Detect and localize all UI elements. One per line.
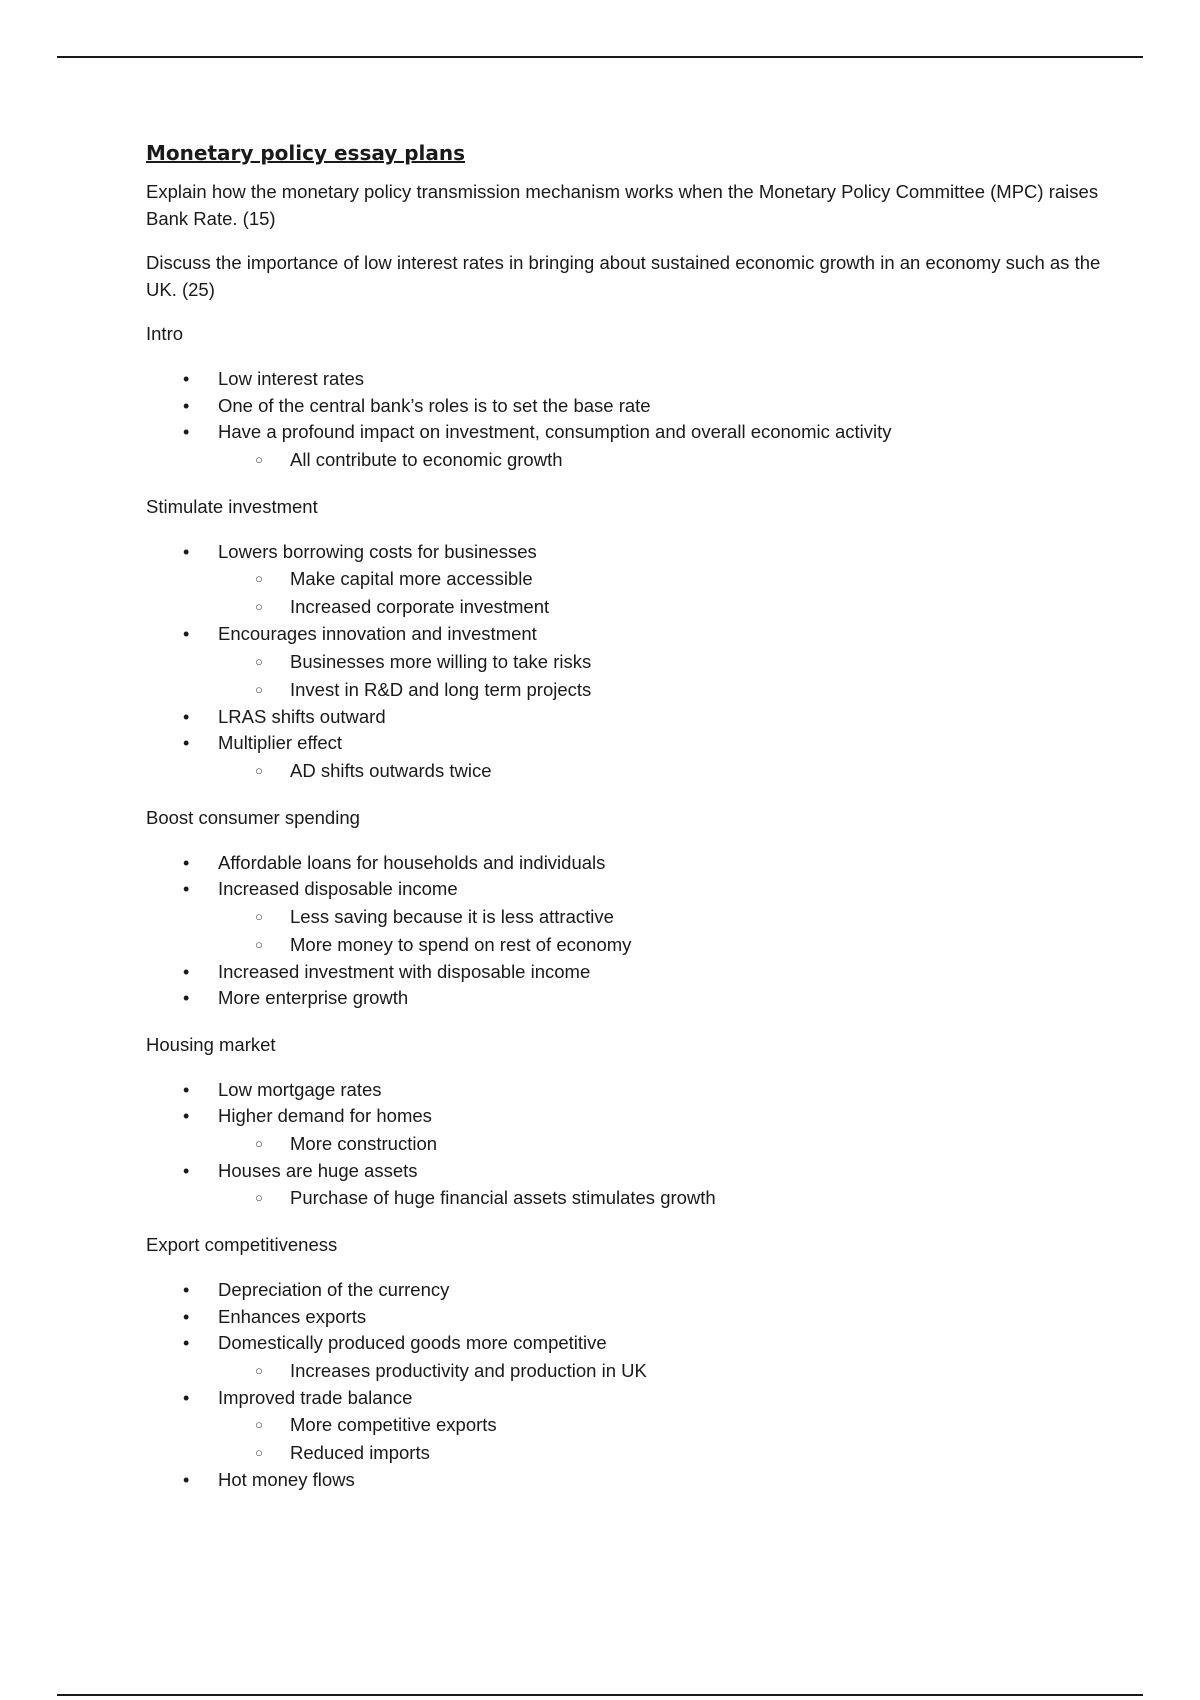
list-item-text: Depreciation of the currency [218, 1279, 450, 1300]
section-heading: Boost consumer spending [146, 806, 360, 828]
bullet-list [146, 1077, 1106, 1213]
bullet-icon: • [183, 1387, 190, 1408]
list-item [146, 1385, 1106, 1468]
footer-rule [57, 1694, 1143, 1696]
circle-bullet-icon: ○ [255, 1190, 263, 1205]
list-item-text: LRAS shifts outward [218, 705, 386, 727]
list-item [146, 1467, 1106, 1494]
essay-plan-sections [146, 320, 1106, 1494]
list-item-text: Lowers borrowing costs for businesses [218, 540, 537, 562]
circle-bullet-icon: ○ [255, 762, 263, 778]
bullet-icon: • [183, 1280, 190, 1300]
list-item-text: Houses are huge assets [218, 1159, 418, 1181]
bullet-icon: • [183, 1160, 190, 1181]
bullet-icon: • [183, 369, 190, 389]
sub-list-item-text: More money to spend on rest of economy [290, 933, 632, 955]
sub-list [218, 1357, 1106, 1385]
bullet-list [146, 539, 1106, 785]
sub-list-item [218, 757, 1106, 785]
list-item-text: Multiplier effect [218, 732, 343, 753]
bullet-icon: • [183, 879, 190, 899]
list-item [146, 393, 1106, 420]
sub-list-item [218, 1439, 1106, 1467]
list-item-text: Domestically produced goods more competitive [218, 1332, 607, 1353]
list-item-text: Low mortgage rates [218, 1078, 382, 1100]
sub-list [218, 757, 1106, 785]
sub-list [218, 1411, 1106, 1467]
sub-list [218, 565, 1106, 621]
essay-question-1: Explain how the monetary policy transmission mechanism works when the Monetary Policy Committee (MPC) raises Bank Rate. (15) [146, 181, 1099, 229]
sub-list-item [218, 676, 1106, 704]
list-item [146, 1077, 1106, 1104]
circle-bullet-icon: ○ [255, 599, 263, 614]
list-item-text: Higher demand for homes [218, 1105, 432, 1126]
section-heading: Housing market [146, 1033, 276, 1055]
list-item-text: One of the central bank’s roles is to set the base rate [218, 394, 651, 416]
list-item [146, 1330, 1106, 1385]
list-item-text: Hot money flows [218, 1469, 355, 1490]
circle-bullet-icon: ○ [255, 908, 263, 924]
list-item [146, 419, 1106, 474]
sub-list-item-text: Increases productivity and production in UK [290, 1359, 647, 1381]
sub-list-item-text: Reduced imports [290, 1442, 430, 1463]
list-item [146, 1103, 1106, 1158]
bullet-icon: • [183, 1106, 190, 1126]
sub-list-item-text: Businesses more willing to take risks [290, 650, 592, 672]
bullet-list [146, 366, 1106, 474]
bullet-list [146, 850, 1106, 1012]
bullet-icon: • [183, 422, 190, 442]
list-item [146, 1158, 1106, 1213]
section-heading: Export competitiveness [146, 1234, 338, 1255]
sub-list-item [218, 931, 1106, 959]
sub-list-item-text: More competitive exports [290, 1414, 497, 1435]
circle-bullet-icon: ○ [255, 936, 263, 952]
list-item [146, 730, 1106, 785]
sub-list-item-text: Make capital more accessible [290, 568, 533, 589]
sub-list-item [218, 903, 1106, 931]
bullet-icon: • [183, 1079, 190, 1100]
bullet-icon: • [183, 852, 190, 873]
sub-list-item [218, 1357, 1106, 1385]
bullet-icon: • [183, 1470, 190, 1490]
list-item [146, 539, 1106, 622]
sub-list [218, 1184, 1106, 1212]
sub-list-item-text: Less saving because it is less attractive [290, 905, 614, 927]
bullet-icon: • [183, 395, 190, 416]
bullet-icon: • [183, 624, 190, 644]
bullet-icon: • [183, 733, 190, 753]
circle-bullet-icon: ○ [255, 1135, 263, 1151]
bullet-icon: • [183, 961, 190, 982]
sub-list-item-text: All contribute to economic growth [290, 448, 563, 470]
sub-list [218, 648, 1106, 704]
list-item [146, 985, 1106, 1012]
list-item-text: Enhances exports [218, 1305, 367, 1327]
sub-list-item [218, 1411, 1106, 1439]
sub-list-item [218, 593, 1106, 621]
sub-list-item [218, 446, 1106, 474]
list-item-text: Low interest rates [218, 368, 365, 389]
list-item [146, 1304, 1106, 1331]
document-title: Monetary policy essay plans [146, 141, 466, 165]
circle-bullet-icon: ○ [255, 1445, 263, 1460]
circle-bullet-icon: ○ [255, 1417, 263, 1432]
essay-question-2: Discuss the importance of low interest rates in bringing about sustained economic growth in an economy such as the UK. (25) [146, 252, 1101, 300]
bullet-icon: • [183, 541, 190, 562]
sub-list-item-text: More construction [290, 1132, 438, 1154]
sub-list-item [218, 565, 1106, 593]
list-item [146, 1277, 1106, 1304]
sub-list-item [218, 1184, 1106, 1212]
list-item [146, 850, 1106, 877]
list-item-text: Affordable loans for households and individuals [218, 851, 606, 873]
sub-list-item-text: Invest in R&D and long term projects [290, 678, 592, 700]
list-item [146, 621, 1106, 704]
sub-list-item-text: Increased corporate investment [290, 596, 550, 617]
bullet-icon: • [183, 988, 190, 1008]
section-heading: Intro [146, 323, 184, 344]
list-item-text: Increased disposable income [218, 878, 458, 899]
list-item [146, 876, 1106, 959]
sub-list-item [218, 1130, 1106, 1158]
list-item [146, 959, 1106, 986]
bullet-list [146, 1277, 1106, 1494]
circle-bullet-icon: ○ [255, 1362, 263, 1378]
sub-list [218, 1130, 1106, 1158]
list-item-text: Improved trade balance [218, 1386, 413, 1408]
list-item-text: Have a profound impact on investment, consumption and overall economic activity [218, 421, 892, 442]
document-page [146, 140, 1106, 1513]
sub-list [218, 903, 1106, 959]
list-item-text: Encourages innovation and investment [218, 623, 537, 644]
bullet-icon: • [183, 1306, 190, 1327]
bullet-icon: • [183, 1333, 190, 1353]
circle-bullet-icon: ○ [255, 653, 263, 669]
list-item [146, 704, 1106, 731]
sub-list-item-text: Purchase of huge financial assets stimulates growth [290, 1187, 716, 1208]
header-rule [57, 56, 1143, 58]
sub-list-item [218, 648, 1106, 676]
section-heading: Stimulate investment [146, 495, 318, 517]
circle-bullet-icon: ○ [255, 571, 263, 586]
bullet-icon: • [183, 706, 190, 727]
list-item [146, 366, 1106, 393]
list-item-text: More enterprise growth [218, 987, 409, 1008]
circle-bullet-icon: ○ [255, 451, 263, 467]
list-item-text: Increased investment with disposable income [218, 960, 591, 982]
sub-list-item-text: AD shifts outwards twice [290, 759, 492, 781]
sub-list [218, 446, 1106, 474]
circle-bullet-icon: ○ [255, 681, 263, 697]
